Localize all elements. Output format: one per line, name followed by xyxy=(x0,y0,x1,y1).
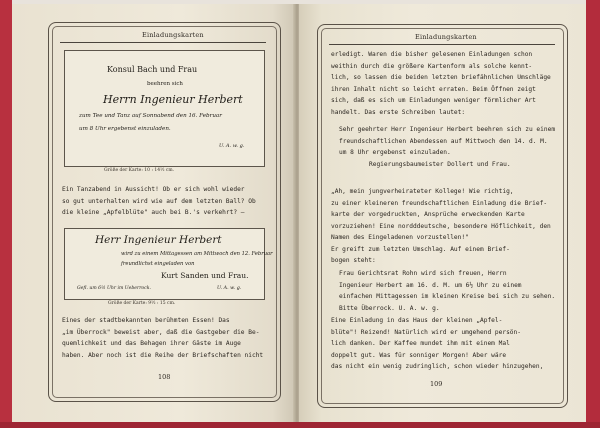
right-page xyxy=(299,4,586,422)
book-cover-right-edge xyxy=(586,0,600,428)
card2-host-line: Kurt Sanden und Frau. xyxy=(161,271,249,280)
book-cover-left-edge xyxy=(0,0,12,428)
card-host-line: Konsul Bach und Frau xyxy=(107,65,198,74)
card2-guest-line: Herr Ingenieur Herbert xyxy=(95,234,222,246)
card-verb-line: beehren sich xyxy=(147,81,183,87)
card-guest-line: Herrn Ingenieur Herbert xyxy=(103,93,243,106)
paragraph-1: Ein Tanzabend in Aussicht! Ob er sich wohl wieder so gut unterhalten wird wie auf dem letzten Ball? Ob die kleine „Apfelblüte" auch bei B.'s verkehrt? — xyxy=(62,186,256,216)
page-header: Einladungskarten xyxy=(142,31,204,39)
invitation-card-sanden xyxy=(64,228,273,300)
paragraph-3: Eine Einladung in das Haus der kleinen „Apfel- blüte"! Reizend! Natürlich wird er umgehend persön- lich danken. Der Kaffee mundet ihm mit einem Mal doppelt gut. Was für sonniger Morgen! Aber wäre das nicht ein wenig zudringlich, schon wieder hinzugehen, xyxy=(331,317,544,370)
header-rule xyxy=(60,42,266,43)
page-header: Einladungskarten xyxy=(415,33,477,41)
card2-rsvp: U. A. w. g. xyxy=(217,286,242,291)
letter-quote-1: Sehr geehrter Herr Ingenieur Herbert beehren sich zu einem freundschaftlichen Abendessen auf Mittwoch den 14. d. M. um 8 Uhr ergebenst einzuladen. Regierungsbaumeister Dollert und Frau. xyxy=(339,126,555,168)
paragraph-1: erledigt. Waren die bisher gelesenen Einladungen schon weithin durch die größere Kartenform als solche kennt- lich, so lassen die beiden letzten briefähnlichen Umschläge ihren Inhalt nicht so leicht erraten. Beim Öffnen zeigt sich, daß es sich um Einladungen weniger förmlicher Art handelt. Das erste Schreiben lautet: xyxy=(331,51,551,116)
card-rsvp: U. A. w. g. xyxy=(219,143,245,149)
card2-size-caption: Größe der Karte: 9½ : 15 cm. xyxy=(108,301,176,306)
card-size-caption: Größe der Karte: 10 : 14½ cm. xyxy=(104,168,175,173)
card2-invite-line: freundlichst eingeladen von xyxy=(121,261,195,267)
invitation-card-bach xyxy=(64,50,265,167)
left-page xyxy=(12,4,295,422)
paragraph-2: Eines der stadtbekannten berühmten Essen! Das „im Überrock" beweist aber, daß die Gastgeber die Be- quemlichkeit und das Behagen ihrer Gäste im Auge haben. Aber noch ist die Reihe der Briefschaften nicht xyxy=(62,317,264,359)
page-number: 108 xyxy=(158,373,171,381)
card2-dress-line: Gefl. um 6½ Uhr im Ueberrock. xyxy=(77,286,151,291)
letter-quote-2: Frau Gerichtsrat Rohn wird sich freuen, Herrn Ingenieur Herbert am 16. d. M. um 6½ Uhr zu einem einfachen Mittagessen im kleinen Kreise bei sich zu sehen. Bitte Überrock. U. A. w. g. xyxy=(339,270,555,312)
book-cover-bottom-edge xyxy=(0,422,600,428)
page-number: 109 xyxy=(430,380,443,388)
paragraph-2: „Ah, mein jungverheirateter Kollege! Wie richtig, zu einer kleineren freundschaftlichen Einladung die Brief- karte der vorgedruckten, Ansprüche erweckenden Karte vorzuziehen! Eine nordddeutsche, besondere Höflichkeit, den Namen des Eingeladenen vorzustellen!" Er greift zum letzten Umschlag. Auf einem Brief- bogen steht: xyxy=(331,188,551,264)
card-event-line: zum Tee und Tanz auf Sonnabend den 16. Februar xyxy=(79,113,222,119)
card2-event-line: wird zu einem Mittagessen am Mittwoch den 12. Februar xyxy=(121,251,273,257)
card-time-line: um 8 Uhr ergebenst einzuladen. xyxy=(79,126,171,132)
header-rule xyxy=(329,44,555,45)
